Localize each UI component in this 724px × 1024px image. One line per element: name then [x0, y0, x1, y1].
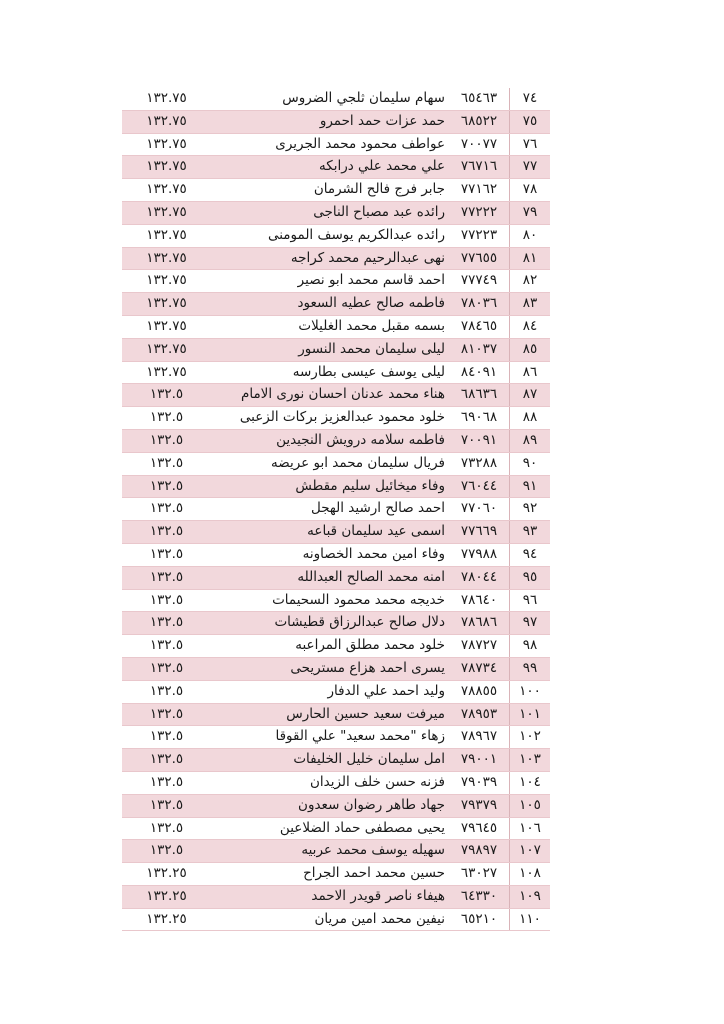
- applicant-id: ٧٣٢٨٨: [449, 452, 510, 475]
- applicant-id: ٧٧١٦٢: [449, 179, 510, 202]
- table-row: [122, 133, 550, 156]
- applicant-id: ٧٨٤٦٥: [449, 315, 510, 338]
- table-row: [122, 817, 550, 840]
- applicant-name: خديجه محمد محمود السحيمات: [211, 589, 449, 612]
- applicant-id: ٧٧٩٨٨: [449, 543, 510, 566]
- row-number: ١٠٢: [510, 726, 551, 749]
- table-row: [122, 429, 550, 452]
- applicant-score: ١٣٢.٥: [122, 657, 211, 680]
- table-row: [122, 293, 550, 316]
- table-row: [122, 863, 550, 886]
- applicant-score: ١٣٢.٢٥: [122, 908, 211, 931]
- applicant-id: ٨١٠٣٧: [449, 338, 510, 361]
- row-number: ٨٥: [510, 338, 551, 361]
- table-row: [122, 407, 550, 430]
- applicant-name: هناء محمد عدنان احسان نورى الامام: [211, 384, 449, 407]
- applicant-score: ١٣٢.٥: [122, 635, 211, 658]
- applicant-name: زهاء "محمد سعيد" علي القوقا: [211, 726, 449, 749]
- applicant-score: ١٣٢.٥: [122, 612, 211, 635]
- row-number: ٧٩: [510, 201, 551, 224]
- applicant-score: ١٣٢.٧٥: [122, 156, 211, 179]
- applicant-score: ١٣٢.٧٥: [122, 224, 211, 247]
- applicant-name: خلود محمد مطلق المراعبه: [211, 635, 449, 658]
- applicant-score: ١٣٢.٧٥: [122, 270, 211, 293]
- row-number: ٨٠: [510, 224, 551, 247]
- table-row: [122, 726, 550, 749]
- applicant-score: ١٣٢.٥: [122, 429, 211, 452]
- applicant-id: ٧٦٧١٦: [449, 156, 510, 179]
- applicant-id: ٧٨٧٢٧: [449, 635, 510, 658]
- table-row: [122, 498, 550, 521]
- applicant-name: رائده عبد مصباح الناجى: [211, 201, 449, 224]
- applicant-score: ١٣٢.٥: [122, 749, 211, 772]
- applicant-id: ٧٩٠٣٩: [449, 771, 510, 794]
- applicant-score: ١٣٢.٧٥: [122, 110, 211, 133]
- applicant-name: اسمى عيد سليمان قباعه: [211, 521, 449, 544]
- applicant-score: ١٣٢.٧٥: [122, 315, 211, 338]
- applicant-score: ١٣٢.٥: [122, 840, 211, 863]
- applicant-id: ٧٧٦٦٩: [449, 521, 510, 544]
- applicant-score: ١٣٢.٥: [122, 407, 211, 430]
- applicant-name: امنه محمد الصالح العبدالله: [211, 566, 449, 589]
- table-row: [122, 384, 550, 407]
- row-number: ٧٦: [510, 133, 551, 156]
- row-number: ٩٢: [510, 498, 551, 521]
- applicant-name: وفاء امين محمد الخصاونه: [211, 543, 449, 566]
- applicant-name: احمد صالح ارشيد الهجل: [211, 498, 449, 521]
- applicant-name: جابر فرج فالح الشرمان: [211, 179, 449, 202]
- applicant-score: ١٣٢.٧٥: [122, 293, 211, 316]
- results-table: [122, 88, 550, 931]
- applicant-id: ٧٩٦٤٥: [449, 817, 510, 840]
- table-row: [122, 771, 550, 794]
- applicant-name: دلال صالح عبدالرزاق قطيشات: [211, 612, 449, 635]
- applicant-id: ٦٨٦٣٦: [449, 384, 510, 407]
- applicant-score: ١٣٢.٧٥: [122, 247, 211, 270]
- results-table-body: [122, 88, 550, 931]
- applicant-score: ١٣٢.٥: [122, 680, 211, 703]
- applicant-name: جهاد طاهر رضوان سعدون: [211, 794, 449, 817]
- applicant-name: فاطمه صالح عطيه السعود: [211, 293, 449, 316]
- applicant-name: هيفاء ناصر قويدر الاحمد: [211, 885, 449, 908]
- table-row: [122, 452, 550, 475]
- table-row: [122, 224, 550, 247]
- applicant-name: سهام سليمان ثلجي الضروس: [211, 88, 449, 110]
- row-number: ٨٢: [510, 270, 551, 293]
- applicant-id: ٧٨٩٦٧: [449, 726, 510, 749]
- row-number: ٩٧: [510, 612, 551, 635]
- table-row: [122, 179, 550, 202]
- table-row: [122, 270, 550, 293]
- table-row: [122, 338, 550, 361]
- table-row: [122, 908, 550, 931]
- row-number: ١٠٦: [510, 817, 551, 840]
- row-number: ١٠٧: [510, 840, 551, 863]
- applicant-score: ١٣٢.٧٥: [122, 361, 211, 384]
- applicant-name: فريال سليمان محمد ابو عريضه: [211, 452, 449, 475]
- row-number: ١٠٤: [510, 771, 551, 794]
- row-number: ١٠٠: [510, 680, 551, 703]
- applicant-id: ٧٦٠٤٤: [449, 475, 510, 498]
- row-number: ٩٣: [510, 521, 551, 544]
- applicant-id: ٧٨٦٤٠: [449, 589, 510, 612]
- table-row: [122, 110, 550, 133]
- applicant-name: علي محمد علي درابكه: [211, 156, 449, 179]
- applicant-id: ٧٩٣٧٩: [449, 794, 510, 817]
- applicant-id: ٧٩٠٠١: [449, 749, 510, 772]
- table-row: [122, 885, 550, 908]
- applicant-name: ميرفت سعيد حسين الحارس: [211, 703, 449, 726]
- row-number: ٨٤: [510, 315, 551, 338]
- applicant-score: ١٣٢.٢٥: [122, 885, 211, 908]
- applicant-score: ١٣٢.٥: [122, 475, 211, 498]
- applicant-id: ٧٧٢٢٣: [449, 224, 510, 247]
- applicant-score: ١٣٢.٢٥: [122, 863, 211, 886]
- applicant-id: ٦٤٣٣٠: [449, 885, 510, 908]
- applicant-score: ١٣٢.٥: [122, 521, 211, 544]
- applicant-name: يسرى احمد هزاع مستريحى: [211, 657, 449, 680]
- applicant-name: نهى عبدالرحيم محمد كراجه: [211, 247, 449, 270]
- table-row: [122, 543, 550, 566]
- applicant-id: ٧٨٦٨٦: [449, 612, 510, 635]
- table-row: [122, 612, 550, 635]
- applicant-name: ليلى سليمان محمد النسور: [211, 338, 449, 361]
- applicant-id: ٧٧٧٤٩: [449, 270, 510, 293]
- table-row: [122, 475, 550, 498]
- applicant-id: ٦٣٠٢٧: [449, 863, 510, 886]
- applicant-id: ٦٥٢١٠: [449, 908, 510, 931]
- applicant-id: ٧٧٠٦٠: [449, 498, 510, 521]
- applicant-id: ٧٠٠٧٧: [449, 133, 510, 156]
- applicant-id: ٨٤٠٩١: [449, 361, 510, 384]
- table-row: [122, 749, 550, 772]
- applicant-score: ١٣٢.٥: [122, 794, 211, 817]
- row-number: ٧٧: [510, 156, 551, 179]
- applicant-id: ٦٨٥٢٢: [449, 110, 510, 133]
- applicant-id: ٧٨٠٤٤: [449, 566, 510, 589]
- applicant-id: ٧٨٨٥٥: [449, 680, 510, 703]
- applicant-name: حسين محمد احمد الجراح: [211, 863, 449, 886]
- applicant-score: ١٣٢.٧٥: [122, 88, 211, 110]
- table-row: [122, 361, 550, 384]
- table-row: [122, 88, 550, 110]
- table-row: [122, 315, 550, 338]
- applicant-score: ١٣٢.٥: [122, 498, 211, 521]
- row-number: ٨٦: [510, 361, 551, 384]
- applicant-id: ٦٩٠٦٨: [449, 407, 510, 430]
- applicant-score: ١٣٢.٥: [122, 566, 211, 589]
- applicant-score: ١٣٢.٥: [122, 817, 211, 840]
- applicant-name: وليد احمد علي الدفار: [211, 680, 449, 703]
- applicant-score: ١٣٢.٧٥: [122, 133, 211, 156]
- table-row: [122, 589, 550, 612]
- applicant-name: وفاء ميخائيل سليم مقطش: [211, 475, 449, 498]
- table-row: [122, 566, 550, 589]
- applicant-score: ١٣٢.٧٥: [122, 201, 211, 224]
- table-row: [122, 521, 550, 544]
- table-row: [122, 657, 550, 680]
- applicant-name: بسمه مقبل محمد الغليلات: [211, 315, 449, 338]
- applicant-id: ٧٨٧٣٤: [449, 657, 510, 680]
- table-row: [122, 680, 550, 703]
- row-number: ١٠٣: [510, 749, 551, 772]
- applicant-id: ٧٠٠٩١: [449, 429, 510, 452]
- applicant-score: ١٣٢.٧٥: [122, 338, 211, 361]
- applicant-name: امل سليمان خليل الخليفات: [211, 749, 449, 772]
- applicant-score: ١٣٢.٥: [122, 589, 211, 612]
- applicant-score: ١٣٢.٧٥: [122, 179, 211, 202]
- applicant-name: حمد عزات حمد احمرو: [211, 110, 449, 133]
- applicant-name: يحيى مصطفى حماد الضلاعين: [211, 817, 449, 840]
- row-number: ٩٨: [510, 635, 551, 658]
- applicant-id: ٦٥٤٦٣: [449, 88, 510, 110]
- row-number: ٨٩: [510, 429, 551, 452]
- row-number: ٧٥: [510, 110, 551, 133]
- row-number: ٧٤: [510, 88, 551, 110]
- applicant-score: ١٣٢.٥: [122, 703, 211, 726]
- row-number: ١٠٥: [510, 794, 551, 817]
- applicant-score: ١٣٢.٥: [122, 726, 211, 749]
- applicant-id: ٧٨٠٣٦: [449, 293, 510, 316]
- table-row: [122, 156, 550, 179]
- applicant-name: رائده عبدالكريم يوسف المومنى: [211, 224, 449, 247]
- applicant-score: ١٣٢.٥: [122, 384, 211, 407]
- row-number: ٩٩: [510, 657, 551, 680]
- row-number: ٨٨: [510, 407, 551, 430]
- applicant-id: ٧٩٨٩٧: [449, 840, 510, 863]
- applicant-name: نيفين محمد امين مريان: [211, 908, 449, 931]
- row-number: ٨١: [510, 247, 551, 270]
- table-row: [122, 840, 550, 863]
- row-number: ٩٤: [510, 543, 551, 566]
- table-row: [122, 794, 550, 817]
- row-number: ٧٨: [510, 179, 551, 202]
- applicant-name: سهيله يوسف محمد عربيه: [211, 840, 449, 863]
- table-row: [122, 201, 550, 224]
- row-number: ٩٠: [510, 452, 551, 475]
- applicant-id: ٧٧٢٢٢: [449, 201, 510, 224]
- row-number: ٩١: [510, 475, 551, 498]
- row-number: ١٠١: [510, 703, 551, 726]
- row-number: ٩٥: [510, 566, 551, 589]
- row-number: ٩٦: [510, 589, 551, 612]
- applicant-score: ١٣٢.٥: [122, 771, 211, 794]
- applicant-name: عواطف محمود محمد الجريرى: [211, 133, 449, 156]
- applicant-score: ١٣٢.٥: [122, 452, 211, 475]
- row-number: ٨٣: [510, 293, 551, 316]
- table-row: [122, 635, 550, 658]
- applicant-name: احمد قاسم محمد ابو نصير: [211, 270, 449, 293]
- table-row: [122, 703, 550, 726]
- row-number: ٨٧: [510, 384, 551, 407]
- applicant-id: ٧٧٦٥٥: [449, 247, 510, 270]
- row-number: ١١٠: [510, 908, 551, 931]
- table-row: [122, 247, 550, 270]
- row-number: ١٠٨: [510, 863, 551, 886]
- applicant-name: خلود محمود عبدالعزيز بركات الزعبى: [211, 407, 449, 430]
- applicant-name: فاطمه سلامه درويش النجيدين: [211, 429, 449, 452]
- applicant-score: ١٣٢.٥: [122, 543, 211, 566]
- row-number: ١٠٩: [510, 885, 551, 908]
- applicant-name: فزنه حسن خلف الزيدان: [211, 771, 449, 794]
- applicant-name: ليلى يوسف عيسى بطارسه: [211, 361, 449, 384]
- applicant-id: ٧٨٩٥٣: [449, 703, 510, 726]
